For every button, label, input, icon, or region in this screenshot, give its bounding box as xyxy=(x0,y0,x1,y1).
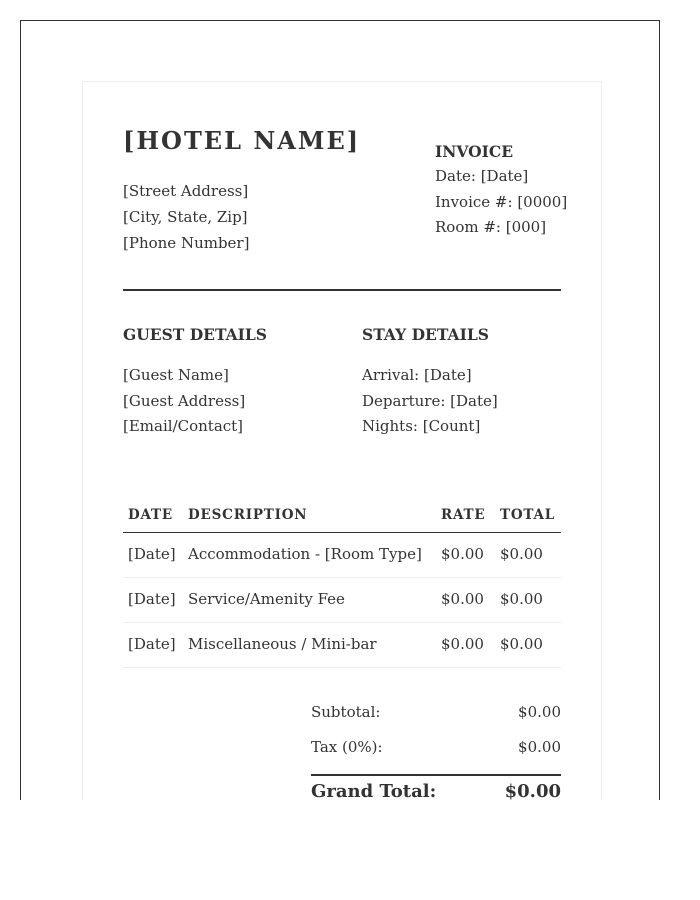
invoice-title: INVOICE xyxy=(435,142,514,161)
tax-label: Tax (0%): xyxy=(311,738,383,756)
room-number: Room #: [000] xyxy=(435,218,547,236)
row-date: [Date] xyxy=(128,635,176,653)
arrival-date: Arrival: [Date] xyxy=(362,366,472,384)
table-header-row xyxy=(123,498,561,533)
hotel-name: [HOTEL NAME] xyxy=(123,126,361,155)
grand-total-row xyxy=(311,776,561,800)
row-description: Miscellaneous / Mini-bar xyxy=(188,635,377,653)
row-rate: $0.00 xyxy=(441,545,484,563)
table-row xyxy=(123,623,561,668)
row-date: [Date] xyxy=(128,590,176,608)
line-items-table xyxy=(123,498,561,668)
row-total: $0.00 xyxy=(500,635,543,653)
departure-date: Departure: [Date] xyxy=(362,391,498,410)
invoice-number: Invoice #: [0000] xyxy=(435,192,568,211)
totals-block xyxy=(311,700,561,800)
row-description: Accommodation - [Room Type] xyxy=(188,545,422,563)
grand-total-value: $0.00 xyxy=(504,781,561,800)
street-address: [Street Address] xyxy=(123,182,249,200)
stay-details-title: STAY DETAILS xyxy=(362,325,489,344)
column-header-rate: RATE xyxy=(441,507,486,523)
invoice-sheet xyxy=(82,81,602,800)
tax-value: $0.00 xyxy=(518,738,561,756)
row-total: $0.00 xyxy=(500,545,543,563)
city-state-zip: [City, State, Zip] xyxy=(123,208,248,226)
row-total: $0.00 xyxy=(500,590,543,608)
column-header-description: DESCRIPTION xyxy=(188,507,308,523)
guest-name: [Guest Name] xyxy=(123,366,229,384)
row-description: Service/Amenity Fee xyxy=(188,590,345,608)
guest-contact: [Email/Contact] xyxy=(123,417,244,435)
guest-details-title: GUEST DETAILS xyxy=(123,325,268,344)
guest-details xyxy=(123,363,245,440)
stay-details xyxy=(362,363,498,440)
document-frame xyxy=(20,20,660,800)
table-row xyxy=(123,533,561,578)
row-date: [Date] xyxy=(128,545,176,563)
row-rate: $0.00 xyxy=(441,635,484,653)
tax-row xyxy=(311,735,561,770)
table-row xyxy=(123,578,561,623)
row-rate: $0.00 xyxy=(441,590,484,608)
column-header-total: TOTAL xyxy=(500,507,556,523)
hotel-address xyxy=(123,178,249,256)
phone-number: [Phone Number] xyxy=(123,234,250,252)
column-header-date: DATE xyxy=(128,507,173,523)
grand-total-label: Grand Total: xyxy=(311,781,437,800)
subtotal-value: $0.00 xyxy=(518,703,561,721)
invoice-date: Date: [Date] xyxy=(435,167,529,185)
subtotal-row xyxy=(311,700,561,735)
nights-count: Nights: [Count] xyxy=(362,417,481,435)
invoice-info xyxy=(435,164,567,241)
guest-address: [Guest Address] xyxy=(123,391,246,410)
header-divider xyxy=(123,289,561,291)
subtotal-label: Subtotal: xyxy=(311,703,381,721)
